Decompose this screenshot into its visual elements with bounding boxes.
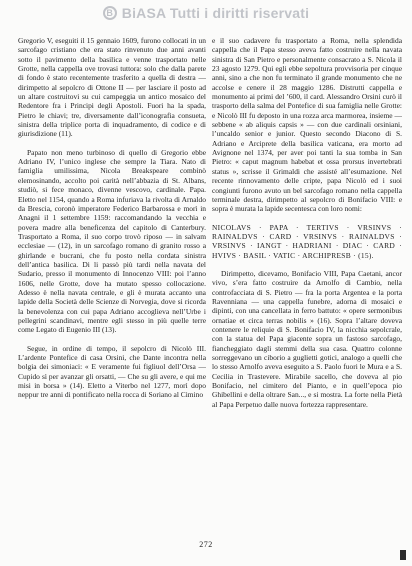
inscription-block: NICOLAVS · PAPA · TERTIVS · VRSINVS · RAINALDVS · CARD · VRSINVS · RAINALDVS · VRSINVS · IANGT · HADRIANI · DIAC · CARD · HVIVS · BASIL · VATIC · ARCHIPRESB · (15). bbox=[212, 222, 402, 260]
watermark-text: BiASA Tutti i diritti riservati bbox=[121, 5, 310, 21]
paragraph-right-1: e il suo cadavere fu trasportato a Roma, nella splendida cappella che il Papa stesso aveva fatto costruire nella navata sinistra di San Pietro e personalmente consacrato a S. Nicola il 23 agosto 1279. Qui egli ebbe sepoltura provvisoria per cinque anni, sino a che non fu terminato il grande monumento che ne accolse e cenere il 28 maggio 1286. Distrutti cappella e monumento ai primi del ’600, il card. Alessandro Orsini curò il trasporto della salma del Pontefice di sua famiglia nelle Grotte: e Nicolò III fu deposto in una rozza arca marmorea, insieme — sebbene « ab aliquis capsis » — con due cardinali orsiniani, l’uncaldo senior e junior. Questo secondo Diacono di S. Adriano e Arciprete della basilica vaticana, era morto ad Avignone nel 1374, per aver poi tanti la sua tomba in San Pietro: « caput magnum habebat et ossa prorsus invertebrati status », scrisse il Grimaldi che assisté all’esumazione. Nel recente rinnovamento delle cripte, papa Nicolò ed i suoi congiunti furono avuto un bel sarcofago romano nella cappella terminale destra, dirimpetto al sepolcro di Bonifacio VIII: e sopra è murata la lapide secentesca con loro nomi: bbox=[212, 36, 402, 214]
paragraph-right-2: Dirimpetto, dicevamo, Bonifacio VIII, Papa Caetani, ancor vivo, s’era fatto costruire da Arnolfo di Cambio, nella controfacciata di S. Pietro — fra la porta Argentea e la porta Ravenniana — una cappella funebre, adorna di mosaici e dipinti, con una cancellata in ferro battuto: « opere sermonibus ornatiae et circa terras nobilis » (16). Sopra l’altare doveva contenere le reliquie di S. Bonifacio IV, la nicchia sepolcrale, con la statua del Papa giacente sopra un fastoso sarcofago, fiancheggiato dagli stemmi della sua casa. Quattro colonne sorreggevano un ciborio a guglietti gotici, analogo a quelli che lo stesso Arnolfo aveva eseguito a S. Paolo fuori le Mura e a S. Cecilia in Trastevere. Mirabile sacello, che doveva al pio Bonifacio, nel cimitero del Pianto, e in quell’epoca pio Ghibellini e della oltrare San..., e si mostra. La forte nella Pietà al Papa Perpetuo dalle nuova fortezza rappresentare. bbox=[212, 268, 402, 409]
watermark-logo-icon: B bbox=[103, 6, 117, 20]
scan-edge-mark bbox=[400, 550, 406, 560]
page-number: 272 bbox=[199, 540, 213, 549]
watermark bbox=[0, 5, 412, 21]
left-column bbox=[18, 36, 206, 409]
paragraph-left-2: Papato non meno turbinoso di quello di Gregorio ebbe Adriano IV, l’unico inglese che sempre la Tiara. Nato di famiglia umilissima, Nicola Breakspeare combinò elemosinando, accolto poi carità nell’abbazia di St. Albans, studiò, si fece monaco, divenne vescovo, cardinale. Papa. Eletto nel 1154, quando a Roma infuriava la rivolta di Arnaldo da Brescia, coronò imperatore Federico Barbarossa e morì in Anagni il 1 settembre 1159: raccomandando la vecchia e povera madre alla beneficenza del capitolo di Canterbury. Trasportato a Roma, il suo corpo trovò riposo — in salvam ecclesiae — (12), in un sarcofago romano di granito rosso a ghirlande e bucrani, che fu posto nella cordata sinistra dell’antica basilica. Di li passò più tardi nella navata del Sudario, presso il monumento di Innocenzo VIII: poi l’anno 1606, nelle Grotte, dove ha mutato spesso collocazione. Adesso è nella navata centrale, e gli è murata accanto una lapide della Società delle Scienze di Norvegia, dove si ricorda la benevolenza con cui papa Adriano accoglieva nell’Urbe i pellegrini scandinavi, mentre egli stesso in più quelle terre come Legato di Eugenio III (13). bbox=[18, 147, 206, 335]
paragraph-left-1: Gregorio V, eseguiti il 15 gennaio 1609, furono collocati in un sarcofago cristiano che era stato rinvenuto due anni avanti sotto il pavimento della basilica e venne trasportato nelle Grotte, nella cappella ove trovasi tuttora: solo che dalla parete di fondo è stato recentemente trasferito a quella di destra — dirimpetto al sepolcro di Ottone II — per lasciare il posto ad un altare costruitovi su cui campeggia un antico mosaico del Redentore fra i Principi degli Apostoli. Fuori ha la spada, Pietro le chiavi; tre, diversamente dall’iconografia consueta, sinistra della triplice porta di inquadramento, di codice e di giurisdizione (11). bbox=[18, 36, 206, 139]
right-column bbox=[212, 36, 402, 418]
paragraph-left-3: Segue, in ordine di tempo, il sepolcro di Nicolò III. L’ardente Pontefice di casa Orsini, che Dante incontra nella bolgia dei simoniaci: « E veramente fui figliuol dell’Orsa — Cupido sì per avanzar gli orsatti, — Che su gli avere, e qui me misi in borsa » (14). Eletto a Viterbo nel 1277, morì dopo neppur tre anni di pontificato nella rocca di Soriano al Cimino bbox=[18, 343, 206, 400]
